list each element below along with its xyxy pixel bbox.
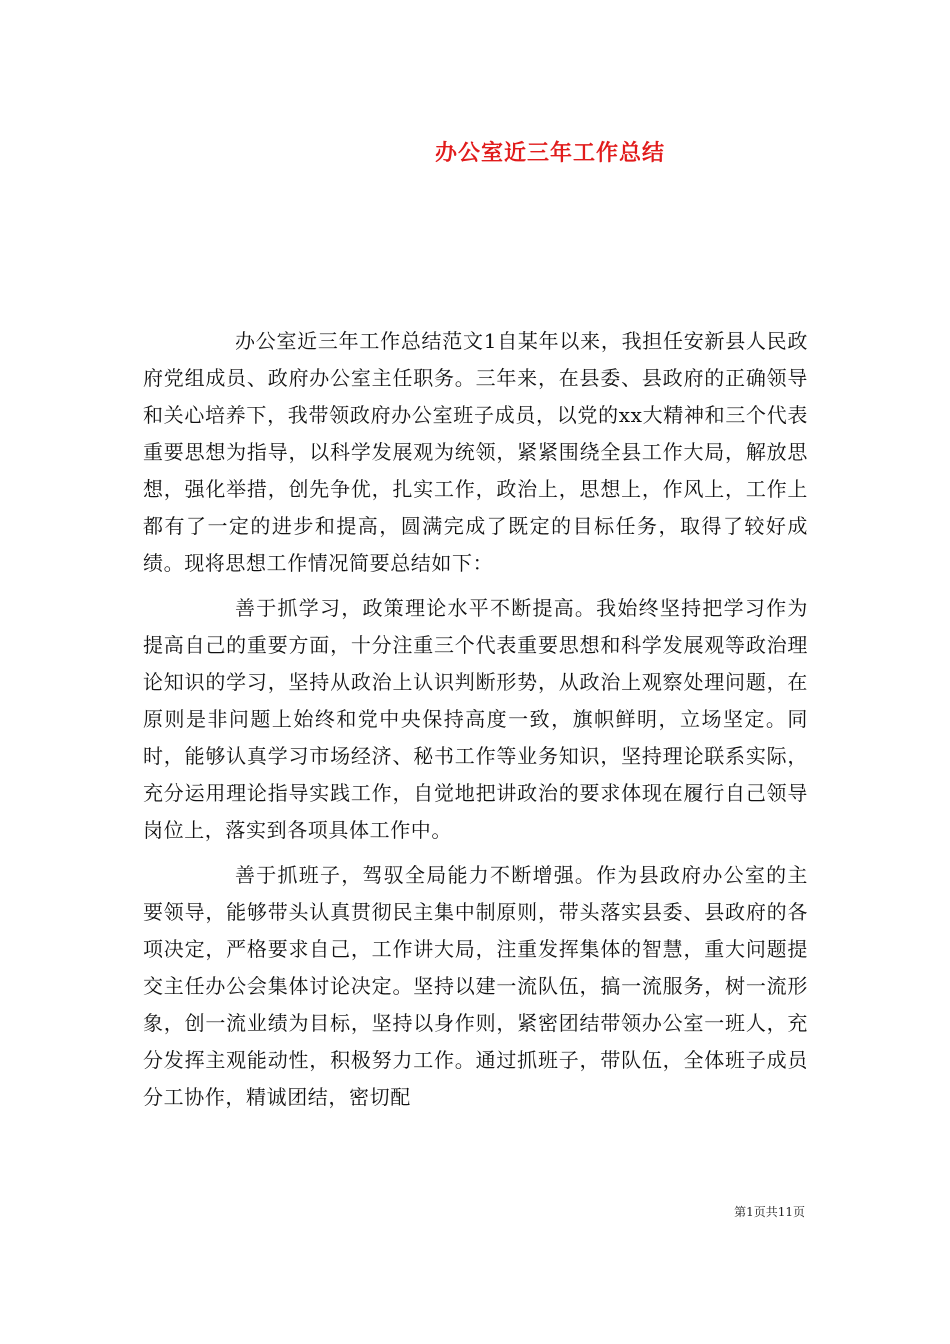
paragraph-3: 善于抓班子，驾驭全局能力不断增强。作为县政府办公室的主要领导，能够带头认真贯彻民主集中制原则，带头落实县委、县政府的各项决定，严格要求自己，工作讲大局，注重发挥集体的智慧，重大问题提交主任办公会集体讨论决定。坚持以建一流队伍，搞一流服务，树一流形象，创一流业绩为目标，坚持以身作则，紧密团结带领办公室一班人，充分发挥主观能动性，积极努力工作。通过抓班子，带队伍，全体班子成员分工协作，精诚团结，密切配 bbox=[143, 863, 808, 1109]
document-title: 办公室近三年工作总结 bbox=[434, 141, 665, 166]
paragraph-1: 办公室近三年工作总结范文1自某年以来，我担任安新县人民政府党组成员、政府办公室主任职务。三年来，在县委、县政府的正确领导和关心培养下，我带领政府办公室班子成员，以党的xx大精神和三个代表重要思想为指导，以科学发展观为统领，紧紧围绕全县工作大局，解放思想，强化举措，创先争优，扎实工作，政治上，思想上，作风上，工作上都有了一定的进步和提高，圆满完成了既定的目标任务，取得了较好成绩。现将思想工作情况简要总结如下： bbox=[143, 329, 808, 575]
paragraph-2: 善于抓学习，政策理论水平不断提高。我始终坚持把学习作为提高自己的重要方面，十分注重三个代表重要思想和科学发展观等政治理论知识的学习，坚持从政治上认识判断形势，从政治上观察处理问题，在原则是非问题上始终和党中央保持高度一致，旗帜鲜明，立场坚定。同时，能够认真学习市场经济、秘书工作等业务知识，坚持理论联系实际，充分运用理论指导实践工作，自觉地把讲政治的要求体现在履行自己领导岗位上，落实到各项具体工作中。 bbox=[143, 596, 808, 842]
page-number-footer: 第1页共11页 bbox=[734, 1205, 805, 1219]
document-body bbox=[143, 323, 808, 1116]
